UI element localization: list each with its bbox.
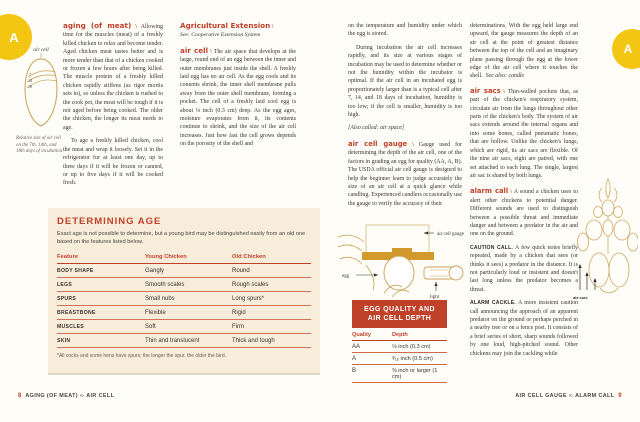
running-foot-left [18, 393, 114, 399]
entry-ag-ext-see: See: Cooperative Extension System [180, 32, 261, 39]
da-young: Flexible [145, 306, 232, 320]
eq-header-depth: Depth [392, 330, 447, 341]
gauge-continued [470, 22, 578, 81]
da-old: Long spurs* [232, 292, 311, 306]
egg-quality-title-line1: EGG QUALITY AND [364, 306, 435, 313]
light-label: light [430, 295, 440, 299]
egg-day-14-label: 14 [28, 78, 32, 83]
egg-quality-table [352, 330, 447, 383]
table-row [57, 334, 311, 348]
entry-air-cell-gauge-body: Gauge used for determining the depth of the air cell, one of the factors in grading an egg for quality (AA, A, B). The USDA official air cell gauge is designed to help the beginner learn to judge accurately the size of an air cell at a quick glance while candling. Experienced candlers occasionally use the gauge to verify the accuracy of their [348, 141, 463, 207]
entry-separator: \ [503, 88, 506, 95]
entry-air-sacs-term: air sacs [470, 86, 501, 95]
entry-aging-p1 [63, 22, 163, 132]
egg-diagram-label: air cell [33, 47, 49, 53]
table-row [352, 365, 447, 383]
eq-quality-a: A [352, 353, 392, 365]
eq-quality-b: B [352, 365, 392, 383]
alarm-cackle-paragraph [470, 299, 578, 358]
running-foot-separator: ∞ [79, 393, 85, 399]
alarm-cackle-text: A more insistent caution call announcing the approach of an apparent predator on the ground or perhaps perched in a nearby tree or on a fence post. It consists of a brief series of short, sharp sounds followed by one loud, high-pitched sound. Other chickens may join the cackling while [470, 300, 578, 357]
entry-air-sacs [470, 87, 578, 180]
entry-aging-body: Allowing time for the muscles (meat) of a freshly killed chicken to relax and become tender. Aged chicken meat tastes better and is more tender than that of a chicken cooked or frozen a few hours after being killed. The muscle protein of a freshly killed chicken rapidly stiffens (as rigor mortis sets in), so unless the chicken is rushed to the cook pot, the meat will be tough if it is not aged before being cooked. The older the chicken, the longer its meat needs to age. [63, 24, 163, 131]
running-foot-right-to: ALARM CALL [575, 393, 615, 399]
da-young: Small nubs [145, 292, 232, 306]
egg-air-cell-illustration-icon [14, 44, 68, 134]
entry-air-cell-body: The air space that develops at the large, round end of an egg between the inner and outer membranes just inside the shell. A freshly laid egg has no air cell. As the egg cools and its contents shrink, the inner shell membrane pulls away from the outer shell membrane, forming a pocket. The cell of a freshly laid cool egg is about ⅛ inch (0.3 cm) deep. As the egg ages, moisture evaporates from it, its contents continue to shrink, and the size of the air cell increases. Just how fast the cell grows depends on the porosity of the shell and [180, 48, 296, 148]
caution-call-paragraph [470, 244, 578, 294]
entry-ag-ext-term: Agricultural Extension [180, 21, 271, 30]
determining-age-intro: Exact age is not possible to determine, but a young bird may be distinguished easily from an old one based on the features listed below. [57, 231, 306, 245]
determining-age-title: DETERMINING AGE [57, 216, 162, 227]
da-old: Rigid [232, 306, 311, 320]
table-row [352, 353, 447, 365]
candling-gauge-illustration-icon [336, 221, 466, 299]
running-foot-separator: ∞ [568, 393, 574, 399]
entry-air-cell-gauge [348, 140, 462, 208]
air-sacs-label: air sacs [573, 295, 588, 300]
egg-figure-caption: Relative size of air cell on the 7th, 14th, and 18th days of incubation. [16, 136, 64, 155]
da-feature: SKIN [57, 334, 145, 348]
page-number-left: 8 [18, 393, 22, 399]
entry-separator: \ [510, 189, 512, 196]
gauge-continued-text: determinations. With the egg held large end upward, the gauge measures the depth of an air cell at the point of greatest distance between the top of the cell and an imaginary plane passing through the egg at the lower edge of the air cell where it touches the shell. [470, 23, 578, 80]
column-air-cell [180, 22, 296, 156]
entry-separator: \ [135, 24, 137, 30]
egg-quality-table-title [352, 300, 447, 328]
table-row [57, 264, 311, 278]
entry-aging-term: aging (of meat) [63, 21, 132, 30]
caution-call-text: A few quick notes briefly repeated, made by a chicken that sees (or thinks it sees) a predator in the distance. It is not particularly loud or insistent and doesn't last long unless the predator becomes a threat. [470, 244, 578, 293]
entry-aging-p2: To age a freshly killed chicken, cool the meat and wrap it loosely. Set it in the refrigerator for at least one day, up to three days if it will be frozen or canned, or up to five days if it will be cooked fresh. [63, 138, 163, 187]
running-foot-right-from: AIR CELL GAUGE [515, 393, 567, 399]
da-young: Soft [145, 320, 232, 334]
da-feature: LEGS [57, 278, 145, 292]
entry-air-sacs-body: Thin-walled pockets that, as part of the chicken's respiratory system, circulate air from the lungs throughout other parts of the chicken's body. The system of air sacs extends around the internal organs and into some bones, called pneumatic bones, that are hollow. Unlike the chicken's lungs, which are rigid, its air sacs are flexible. Of the nine air sacs, eight are paired, with one set attached to each lung. The single, largest air sac is shared by both lungs. [470, 88, 578, 179]
da-old: Thick and tough [232, 334, 311, 348]
da-feature: BREASTBONE [57, 306, 145, 320]
da-young: Thin and translucent [145, 334, 232, 348]
determining-age-table [57, 254, 311, 348]
alphabet-tab-right [612, 29, 640, 69]
page-number-right: 9 [618, 393, 622, 399]
eq-depth-b: ⅜ inch or larger (1 cm) [392, 365, 447, 383]
da-young: Smooth scales [145, 278, 232, 292]
da-old: Rough scales [232, 278, 311, 292]
column-aging [63, 22, 163, 195]
egg-quality-title-line2: AIR CELL DEPTH [367, 315, 432, 322]
table-row [352, 341, 447, 353]
entry-air-cell [180, 47, 296, 149]
entry-alarm-call-term: alarm call [470, 187, 509, 196]
air-cell-continued: on the temperature and humidity under which the egg is stored. [348, 23, 462, 38]
egg-quality-table-block [352, 300, 447, 383]
entry-aging [63, 22, 163, 188]
caution-call-label: CAUTION CALL. [470, 244, 514, 251]
da-feature: MUSCLES [57, 320, 145, 334]
air-cell-gauge-figure [336, 221, 466, 299]
determining-age-panel [48, 208, 320, 375]
egg-day-18-label: 18 [28, 84, 32, 89]
table-row [57, 278, 311, 292]
entry-air-cell-term: air cell [180, 45, 209, 55]
gauge-see-also: See also: candle [485, 73, 525, 80]
running-foot-right [515, 393, 622, 399]
alphabet-letter: A [623, 42, 633, 56]
eq-depth-aa: ⅛ inch (0.3 cm) [392, 341, 447, 353]
da-header-old: Old Chicken [232, 254, 311, 264]
air-cell-also-called: [Also called: air space] [348, 125, 405, 132]
running-foot-left-from: AGING (OF MEAT) [25, 393, 78, 399]
da-feature: SPURS [57, 292, 145, 306]
egg-air-cell-figure [14, 44, 68, 134]
entry-air-cell-gauge-term: air cell gauge [348, 139, 408, 148]
egg-label: egg [342, 274, 350, 279]
eq-header-quality: Quality [352, 330, 392, 341]
eq-quality-aa: AA [352, 341, 392, 353]
entry-air-cell-p1 [180, 47, 296, 149]
table-row [57, 292, 311, 306]
eq-depth-a: ³⁄₁₆ inch (0.5 cm) [392, 353, 447, 365]
alphabet-letter: A [9, 29, 19, 45]
da-feature: BODY SHAPE [57, 264, 145, 278]
column-alarm-call [470, 22, 578, 392]
da-old: Round [232, 264, 311, 278]
running-foot-left-to: AIR CELL [86, 393, 115, 399]
egg-day-7-label: 7 [29, 72, 31, 77]
da-young: Gangly [145, 264, 232, 278]
entry-alarm-call [470, 187, 578, 358]
da-old: Firm [232, 320, 311, 334]
entry-separator: \ [210, 48, 212, 55]
da-header-young: Young Chicken [145, 254, 232, 264]
entry-alarm-call-p1 [470, 187, 578, 238]
table-row [57, 306, 311, 320]
entry-separator: \ [271, 24, 274, 30]
table-row [57, 320, 311, 334]
entry-air-cell-gauge-p1 [348, 140, 462, 208]
alarm-cackle-label: ALARM CACKLE. [470, 300, 516, 307]
column-air-cell-gauge [348, 22, 462, 215]
gauge-label: air cell gauge [437, 232, 464, 237]
air-sacs-figure [572, 176, 638, 312]
da-header-feature: Feature [57, 254, 145, 264]
entry-air-sacs-p1 [470, 87, 578, 180]
air-cell-p2: During incubation the air cell increases rapidly, and its size at various stages of incubation may be used to determine whether or not the humidity within the incubator is optimal. If the air cell in an incubated egg is proportionately larger than is a typical cell after 7, 14, and 18 days of incubation, humidity is too low; if the cell is smaller, humidity is too high. [348, 44, 462, 119]
entry-agricultural-extension [180, 22, 296, 40]
determining-age-footnote: *All cocks and some hens have spurs; the longer the spur, the older the bird. [57, 353, 226, 360]
entry-separator: \ [412, 141, 414, 148]
air-sacs-anatomy-icon [572, 176, 638, 312]
entry-alarm-call-body: A sound a chicken uses to alert other chickens to potential danger. Different sounds are used to distinguish between a possible threat and immediate danger and between a predator in the air and one on the ground. [470, 189, 578, 238]
